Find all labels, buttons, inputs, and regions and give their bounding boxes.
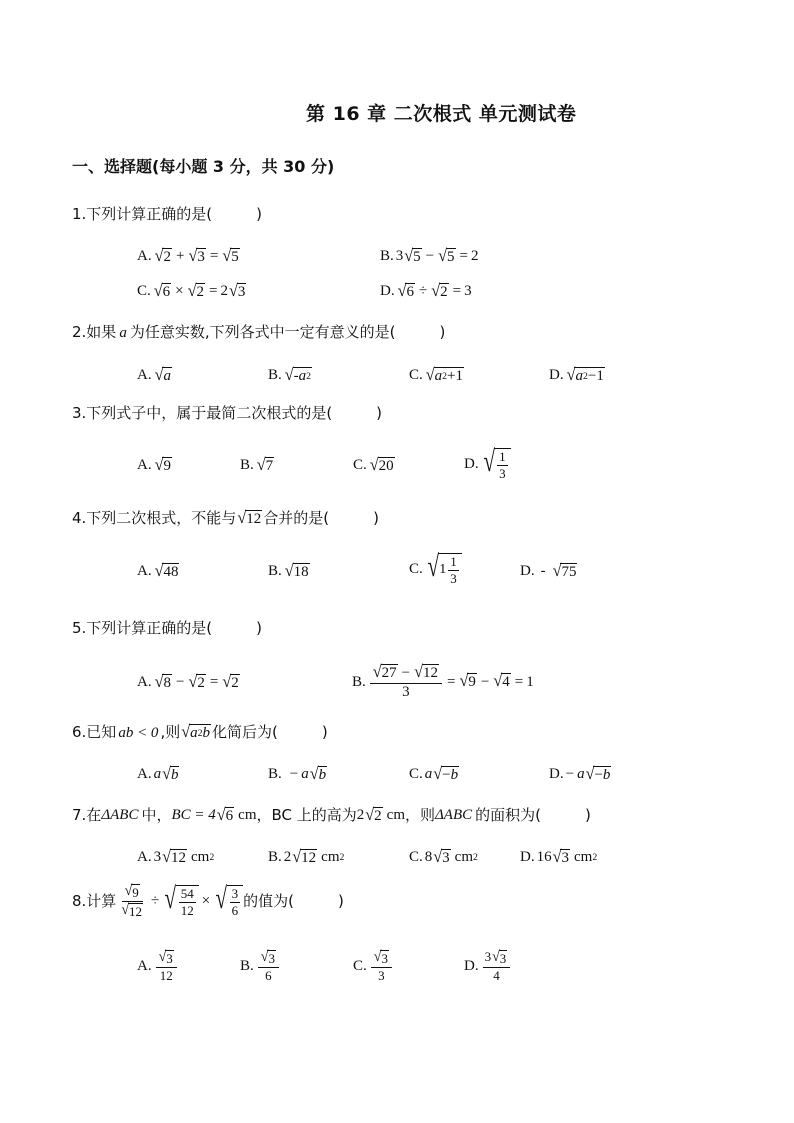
radicand: -a — [293, 368, 307, 384]
option-label: A. — [137, 849, 152, 866]
radicand: 3 — [197, 249, 205, 265]
unit: cm — [190, 849, 210, 866]
operator: × — [175, 283, 184, 300]
exponent: 2 — [582, 370, 588, 382]
q4-text-pre: 4.下列二次根式，不能与 — [72, 509, 237, 527]
radicand: 9 — [163, 458, 171, 474]
q7-text-mid1: 中， — [141, 806, 172, 825]
radicand: 12 — [246, 511, 262, 527]
radicand: 2 — [374, 808, 382, 824]
radicand: 18 — [293, 564, 309, 580]
q8-option-b[interactable]: B. √ 3 6 — [240, 950, 281, 982]
numerator: 1 — [450, 554, 457, 569]
operator: = — [209, 674, 219, 691]
operator: − — [480, 673, 490, 690]
q2-text-pre: 2.如果 — [72, 323, 117, 341]
negative-sign: − — [442, 767, 451, 783]
coefficient: 2 — [283, 849, 292, 866]
radicand: b — [170, 767, 179, 783]
coefficient: 2 — [220, 283, 228, 300]
q7-text-post: 的面积为( — [475, 806, 541, 825]
option-label: C. — [137, 283, 151, 300]
q5-option-b[interactable]: B. √ 27 − √ 12 3 = √ 9 − √ 4 = 1 — [352, 662, 534, 700]
q6-option-b[interactable]: B. − a √ b — [268, 764, 327, 784]
result: 1 — [526, 673, 534, 690]
radicand: b — [318, 767, 327, 783]
option-label: D. — [549, 367, 564, 384]
exponent: 2 — [209, 852, 215, 863]
option-label: C. — [409, 367, 423, 384]
operator: = — [209, 283, 218, 300]
option-label: D. — [464, 957, 479, 974]
radicand: b — [450, 767, 459, 783]
question-3-stem — [72, 406, 382, 421]
denominator: 12 — [180, 902, 194, 918]
q6-option-c[interactable]: C. a √ − b — [409, 764, 459, 784]
coefficient: 3 — [395, 248, 404, 265]
radicand: a — [434, 368, 443, 384]
q1-option-b[interactable]: B. 3 √ 5 − √ 5 = 2 — [380, 246, 479, 266]
q7-bc: BC = 4 — [171, 807, 216, 824]
exponent: 2 — [442, 370, 448, 382]
radicand: 6 — [225, 808, 234, 824]
option-label: A. — [137, 957, 152, 974]
q3-close: ) — [376, 404, 383, 422]
option-label: D. — [520, 563, 535, 580]
coefficient: a — [424, 766, 433, 783]
q5-text: 5.下列计算正确的是( — [72, 619, 213, 637]
radicand: 5 — [231, 249, 239, 265]
q1-text: 1.下列计算正确的是( — [72, 205, 213, 223]
coefficient: 2 — [356, 807, 365, 824]
question-8-stem: 8.计算 √ 9 √ 12 ÷ √ $\frac{54}{12}$ × √ $\frac{3}{6}$ 的值为( ) — [72, 882, 344, 919]
radicand: 9 — [132, 885, 139, 900]
section-heading: 一、选择题(每小题 3 分，共 30 分) — [72, 157, 335, 176]
radicand-tail: +1 — [447, 368, 463, 384]
unit: cm — [238, 807, 257, 824]
option-label: C. — [409, 766, 423, 783]
question-4-stem: 4.下列二次根式，不能与 √ 12 合并的是( ) — [72, 508, 379, 528]
denominator: 6 — [265, 967, 272, 983]
radicand: 2 — [196, 284, 205, 300]
q2-text-post: 为任意实数,下列各式中一定有意义的是( — [129, 323, 396, 341]
q2-option-d[interactable]: D. √ a 2 −1 — [549, 365, 604, 385]
coefficient: a — [153, 766, 162, 783]
q2-variable: a — [119, 325, 127, 341]
radicand: 3 — [237, 284, 246, 300]
q1-option-a[interactable]: A. √ 2 + √ 3 = √ 5 — [137, 246, 239, 266]
q7-text-mid2: ，BC 上的高为 — [256, 806, 357, 825]
radicand: 3 — [268, 951, 275, 966]
negative-sign: - — [540, 563, 546, 580]
unit: cm — [573, 849, 593, 866]
q4-close: ) — [373, 509, 379, 527]
radicand: 12 — [423, 665, 439, 681]
operator: − — [175, 674, 185, 691]
result: 3 — [464, 283, 472, 300]
denominator: 12 — [159, 967, 173, 983]
question-5-stem — [72, 621, 262, 636]
unit: cm — [386, 807, 405, 824]
exponent: 2 — [339, 852, 345, 863]
exponent: 2 — [306, 370, 312, 382]
denominator: 3 — [499, 465, 506, 481]
q3-text: 3.下列式子中，属于最简二次根式的是( — [72, 404, 333, 422]
q6-text-mid: ,则 — [160, 723, 181, 741]
radicand: 48 — [163, 564, 179, 580]
radicand: 27 — [381, 665, 397, 681]
option-label: A. — [137, 674, 152, 691]
radicand: 3 — [442, 850, 450, 866]
q4-text-post: 合并的是( — [263, 509, 330, 527]
denominator: 4 — [493, 967, 500, 983]
operator: = — [209, 248, 219, 265]
operator: + — [175, 248, 185, 265]
coefficient: 8 — [424, 849, 433, 866]
option-label: C. — [409, 849, 423, 866]
q7-option-a[interactable]: A. 3 √ 12 cm 2 — [137, 847, 215, 867]
radicand: 3 — [561, 850, 569, 866]
radicand: 20 — [378, 458, 394, 474]
q1-option-c[interactable]: C. √ 6 × √ 2 = 2 √ 3 — [137, 281, 246, 301]
question-7-stem: 7.在 ΔABC 中， BC = 4 √ 6 cm ，BC 上的高为 2 √ 2 cm ，则 ΔABC 的面积为( ) — [72, 805, 591, 825]
radicand: 12 — [301, 850, 317, 866]
coefficient: 3 — [484, 949, 492, 964]
operator: = — [459, 248, 468, 265]
option-label: C. — [409, 560, 423, 577]
q3-option-a[interactable]: A. √ 9 — [137, 455, 171, 475]
q7-triangle: ΔABC — [101, 807, 139, 824]
radicand: 6 — [162, 284, 171, 300]
operator: = — [452, 283, 462, 300]
radicand: 7 — [265, 458, 274, 474]
question-1-stem — [72, 207, 262, 222]
q8-text-post: 的值为( — [243, 891, 295, 910]
option-label: A. — [137, 248, 152, 265]
q8-option-d[interactable]: D. 3 √ 3 4 — [464, 950, 512, 982]
option-label: B. — [268, 849, 282, 866]
radicand: 75 — [561, 564, 577, 580]
denominator: 3 — [402, 683, 410, 700]
negative-sign: − — [594, 767, 603, 783]
negative-sign: − — [289, 766, 299, 783]
radicand: 5 — [413, 249, 421, 265]
q7-text-mid3: ，则 — [404, 806, 435, 825]
q6-text-post: 化简后为( — [211, 723, 278, 741]
coefficient: a — [301, 766, 309, 783]
exponent: 2 — [472, 852, 478, 863]
radicand: 2 — [163, 249, 171, 265]
option-label: B. — [380, 248, 394, 265]
option-label: D. — [520, 849, 535, 866]
q8-option-c[interactable]: C. √ 3 3 — [353, 950, 394, 982]
numerator: 1 — [499, 449, 506, 464]
radicand: b — [602, 767, 611, 783]
operator: − — [401, 665, 411, 681]
q8-option-a[interactable]: A. √ 3 12 — [137, 950, 179, 982]
option-label: A. — [137, 563, 152, 580]
q6-condition: ab < 0 — [118, 725, 159, 741]
q1-option-d[interactable]: D. √ 6 ÷ √ 2 = 3 — [380, 281, 472, 301]
q2-option-a[interactable]: A. √ a — [137, 365, 171, 385]
whole-part: 1 — [439, 562, 447, 578]
radicand: 12 — [129, 903, 143, 919]
option-label: D. — [464, 455, 479, 472]
q8-close: ) — [338, 891, 344, 910]
q7-close: ) — [585, 806, 591, 825]
unit: cm — [454, 849, 473, 866]
denominator: 3 — [450, 570, 457, 586]
option-label: C. — [353, 957, 367, 974]
q7-triangle: ΔABC — [435, 807, 473, 824]
exponent: 2 — [592, 852, 598, 863]
q2-option-b[interactable]: B. √ -a 2 — [268, 365, 312, 385]
negative-sign: − — [565, 766, 575, 783]
radicand: a — [190, 725, 198, 741]
q4-option-a[interactable]: A. √ 48 — [137, 561, 179, 581]
operator: = — [447, 673, 456, 690]
q7-option-d[interactable]: D. 16 √ 3 cm 2 — [520, 847, 598, 867]
option-label: A. — [137, 766, 152, 783]
operator: − — [425, 248, 435, 265]
q6-option-a[interactable]: A. a √ b — [137, 764, 179, 784]
q3-option-b[interactable]: B. √ 7 — [240, 455, 274, 475]
numerator: 54 — [180, 886, 194, 901]
radicand-tail: −1 — [587, 368, 604, 384]
radicand-b: b — [202, 725, 210, 741]
radicand: 2 — [231, 675, 239, 691]
radicand: a — [575, 368, 583, 384]
unit: cm — [321, 849, 340, 866]
numerator: 3 — [231, 886, 239, 901]
option-label: B. — [268, 367, 282, 384]
question-6-stem: 6.已知 ab < 0 ,则 √ a 2 b 化简后为( ) — [72, 722, 328, 742]
q7-option-b[interactable]: B. 2 √ 12 cm 2 — [268, 847, 345, 867]
option-label: D. — [380, 283, 395, 300]
radicand: a — [163, 368, 171, 384]
q4-option-c[interactable]: C. √ 1 $\frac{1}{3}$ — [409, 553, 462, 585]
coefficient: a — [577, 766, 585, 783]
coefficient: 3 — [153, 849, 162, 866]
operator: ÷ — [418, 283, 428, 300]
q4-option-b[interactable]: B. √ 18 — [268, 561, 309, 581]
result: 2 — [470, 248, 479, 265]
question-2-stem — [72, 325, 445, 341]
option-label: B. — [352, 673, 366, 690]
radicand: 3 — [166, 951, 173, 966]
denominator: 6 — [231, 902, 239, 918]
radicand: 9 — [468, 674, 476, 691]
radicand: 3 — [381, 951, 388, 966]
q6-option-d[interactable]: D. − a √ − b — [549, 764, 611, 784]
radicand: 2 — [197, 675, 205, 691]
q5-option-a[interactable]: A. √ 8 − √ 2 = √ 2 — [137, 672, 239, 692]
q6-text-pre: 6.已知 — [72, 723, 117, 741]
q5-close: ) — [256, 619, 263, 637]
option-label: D. — [549, 766, 564, 783]
option-label: B. — [268, 563, 282, 580]
radicand: 3 — [499, 951, 507, 966]
option-label: B. — [240, 457, 254, 474]
q8-text-pre: 8.计算 — [72, 891, 117, 910]
operator: ÷ — [151, 892, 160, 909]
q7-text-pre: 7.在 — [72, 806, 102, 825]
radicand: 5 — [447, 249, 455, 265]
page-title: 第 16 章 二次根式 单元测试卷 — [306, 103, 577, 125]
radicand: 2 — [440, 284, 448, 300]
q2-close: ) — [439, 323, 446, 341]
coefficient: 16 — [536, 849, 552, 866]
option-label: A. — [137, 457, 152, 474]
option-label: C. — [353, 457, 367, 474]
radicand: 8 — [163, 675, 171, 691]
exponent: 2 — [197, 727, 203, 739]
radicand: 4 — [502, 674, 510, 691]
operator: = — [514, 673, 524, 690]
operator: × — [201, 892, 211, 909]
q4-option-d[interactable]: D. - √ 75 — [520, 561, 577, 581]
q1-close: ) — [256, 205, 263, 223]
q6-close: ) — [321, 723, 328, 741]
q2-option-c[interactable]: C. √ a 2 +1 — [409, 365, 463, 385]
option-label: B. — [268, 766, 282, 783]
q3-option-c[interactable]: C. √ 20 — [353, 455, 394, 475]
option-label: B. — [240, 957, 254, 974]
denominator: 3 — [378, 967, 385, 983]
radicand: 12 — [170, 850, 186, 866]
option-label: A. — [137, 367, 152, 384]
q3-option-d[interactable]: D. √ $\frac{1}{3}$ — [464, 448, 511, 480]
q7-option-c[interactable]: C. 8 √ 3 cm 2 — [409, 847, 478, 867]
radicand: 6 — [406, 284, 414, 300]
